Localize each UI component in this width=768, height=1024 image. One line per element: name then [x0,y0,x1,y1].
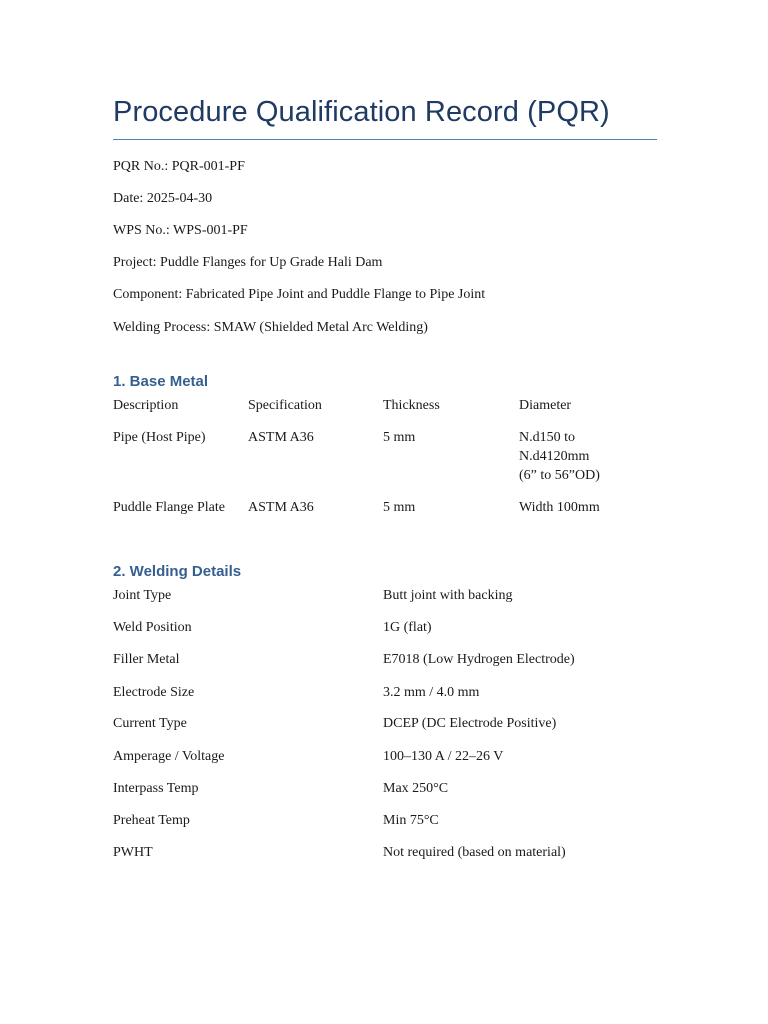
detail-value: Not required (based on material) [383,845,566,860]
project-name: Project: Puddle Flanges for Up Grade Hali Dam [113,255,383,270]
detail-value: Max 250°C [383,781,449,796]
detail-value: E7018 (Low Hydrogen Electrode) [383,652,575,667]
row-diameter-line-1: Width 100mm [519,500,600,515]
column-header-specification: Specification [248,398,322,413]
detail-label: PWHT [113,845,153,860]
row-description: Pipe (Host Pipe) [113,430,206,445]
title-underline [113,139,657,140]
row-diameter-line-3: (6” to 56”OD) [519,468,600,483]
detail-label: Interpass Temp [113,781,199,796]
column-header-thickness: Thickness [383,398,440,413]
row-thickness: 5 mm [383,500,416,515]
detail-label: Current Type [113,716,187,731]
detail-label: Amperage / Voltage [113,749,225,764]
welding-process: Welding Process: SMAW (Shielded Metal Arc Welding) [113,320,428,335]
record-date: Date: 2025-04-30 [113,191,213,206]
detail-value: Butt joint with backing [383,588,513,603]
detail-label: Electrode Size [113,685,195,700]
wps-number: WPS No.: WPS-001-PF [113,223,248,238]
detail-label: Preheat Temp [113,813,190,828]
detail-label: Weld Position [113,620,192,635]
column-header-description: Description [113,398,179,413]
row-description: Puddle Flange Plate [113,500,225,515]
row-specification: ASTM A36 [248,430,314,445]
detail-value: DCEP (DC Electrode Positive) [383,716,557,731]
welding-details-heading: 2. Welding Details [113,563,242,580]
detail-label: Filler Metal [113,652,180,667]
component-description: Component: Fabricated Pipe Joint and Puddle Flange to Pipe Joint [113,287,486,302]
document-title: Procedure Qualification Record (PQR) [113,96,610,128]
row-thickness: 5 mm [383,430,416,445]
detail-value: 3.2 mm / 4.0 mm [383,685,480,700]
detail-value: 1G (flat) [383,620,432,635]
detail-value: Min 75°C [383,813,439,828]
column-header-diameter: Diameter [519,398,572,413]
pqr-number: PQR No.: PQR-001-PF [113,159,245,174]
row-diameter-line-1: N.d150 to [519,430,575,445]
base-metal-heading: 1. Base Metal [113,373,209,390]
detail-label: Joint Type [113,588,172,603]
detail-value: 100–130 A / 22–26 V [383,749,504,764]
row-diameter-line-2: N.d4120mm [519,449,590,464]
row-specification: ASTM A36 [248,500,314,515]
